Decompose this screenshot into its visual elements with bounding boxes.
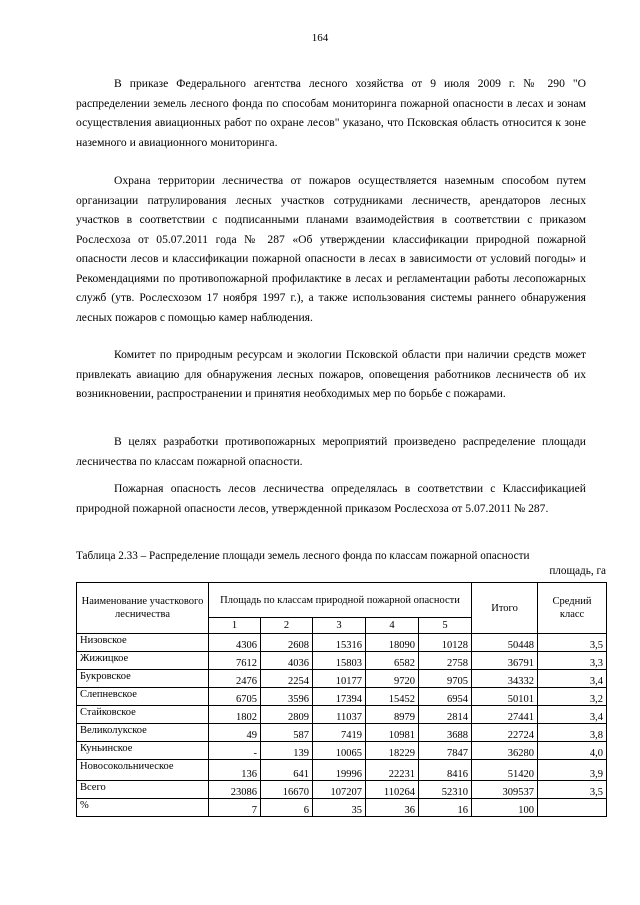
table-row xyxy=(77,706,607,724)
cell-class-3: 35 xyxy=(313,799,366,817)
table-row xyxy=(77,688,607,706)
cell-name: Великолукское xyxy=(77,724,209,742)
cell-class-4: 9720 xyxy=(366,670,419,688)
header-class-5: 5 xyxy=(419,618,472,634)
cell-class-1: 7 xyxy=(209,799,261,817)
cell-class-5: 8416 xyxy=(419,760,472,781)
cell-class-1: 7612 xyxy=(209,652,261,670)
header-class-4: 4 xyxy=(366,618,419,634)
cell-class-5: 52310 xyxy=(419,781,472,799)
cell-name: Букровское xyxy=(77,670,209,688)
cell-class-4: 22231 xyxy=(366,760,419,781)
cell-class-2: 641 xyxy=(261,760,313,781)
cell-class-1: 6705 xyxy=(209,688,261,706)
cell-class-4: 8979 xyxy=(366,706,419,724)
cell-class-1: 23086 xyxy=(209,781,261,799)
cell-class-2: 139 xyxy=(261,742,313,760)
cell-total: 309537 xyxy=(472,781,538,799)
table-row xyxy=(77,670,607,688)
cell-avg: 3,2 xyxy=(538,688,607,706)
table-row xyxy=(77,742,607,760)
header-class-2: 2 xyxy=(261,618,313,634)
cell-class-2: 2809 xyxy=(261,706,313,724)
cell-class-3: 15316 xyxy=(313,634,366,652)
cell-class-5: 6954 xyxy=(419,688,472,706)
cell-class-1: 1802 xyxy=(209,706,261,724)
table-row xyxy=(77,634,607,652)
cell-class-4: 15452 xyxy=(366,688,419,706)
paragraph-3: Комитет по природным ресурсам и экологии Псковской области при наличии средств может привлекать авиацию для обнаружения лесных пожаров, оповещения работников лесничеств об их возникновении, распространении и принятия необходимых мер по борьбе с пожарами. xyxy=(76,348,586,400)
cell-class-3: 10177 xyxy=(313,670,366,688)
table-row xyxy=(77,652,607,670)
paragraph-5: Пожарная опасность лесов лесничества определялась в соответствии с Классификацией природной пожарной опасности лесов, утвержденной приказом Рослесхоза от 5.07.2011 № 287. xyxy=(76,482,586,515)
page-number: 164 xyxy=(311,32,329,44)
header-total: Итого xyxy=(472,583,538,634)
cell-avg: 3,4 xyxy=(538,706,607,724)
paragraph-1: В приказе Федерального агентства лесного хозяйства от 9 июля 2009 г. № 290 "О распределении земель лесного фонда по способам мониторинга пожарной опасности в лесах и зонам осуществления авиационных работ по охране лесов" указано, что Псковская область относится к зоне наземного и авиационного мониторинга. xyxy=(76,77,586,149)
cell-avg: 3,9 xyxy=(538,760,607,781)
cell-name: Слепневское xyxy=(77,688,209,706)
cell-total: 50101 xyxy=(472,688,538,706)
cell-class-4: 10981 xyxy=(366,724,419,742)
cell-class-4: 110264 xyxy=(366,781,419,799)
cell-class-2: 2254 xyxy=(261,670,313,688)
cell-total: 36280 xyxy=(472,742,538,760)
table-row xyxy=(77,760,607,781)
cell-total: 36791 xyxy=(472,652,538,670)
cell-class-4: 18090 xyxy=(366,634,419,652)
cell-class-1: - xyxy=(209,742,261,760)
header-class-1: 1 xyxy=(209,618,261,634)
cell-class-5: 2758 xyxy=(419,652,472,670)
header-area-group: Площадь по классам природной пожарной опасности xyxy=(209,583,472,618)
cell-class-1: 4306 xyxy=(209,634,261,652)
paragraph-2: Охрана территории лесничества от пожаров осуществляется наземным способом путем организации патрулирования лесных участков сотрудниками лесничеств, арендаторов лесных участков в соответствии с подписанными планами взаимодействия в соответствии с приказом Рослесхоза от 05.07.2011 года № 287 «Об утверждении классификации природной пожарной опасности лесов и классификации пожарной опасности в лесах в зависимости от условий погоды» и Рекомендациями по противопожарной профилактике в лесах и регламентации работы лесопожарных служб (утв. Рослесхозом 17 ноября 1997 г.), а также использования системы раннего обнаружения лесных пожаров с помощью камер наблюдения. xyxy=(76,174,586,324)
cell-class-3: 17394 xyxy=(313,688,366,706)
cell-class-2: 6 xyxy=(261,799,313,817)
cell-total: 100 xyxy=(472,799,538,817)
cell-name: % xyxy=(77,799,209,817)
cell-name: Всего xyxy=(77,781,209,799)
cell-class-2: 3596 xyxy=(261,688,313,706)
cell-total: 34332 xyxy=(472,670,538,688)
header-class-3: 3 xyxy=(313,618,366,634)
cell-class-4: 6582 xyxy=(366,652,419,670)
cell-class-1: 49 xyxy=(209,724,261,742)
cell-total: 22724 xyxy=(472,724,538,742)
cell-class-3: 19996 xyxy=(313,760,366,781)
header-avg-class: Средний класс xyxy=(538,583,607,634)
cell-name: Новосокольническое xyxy=(77,760,209,781)
cell-class-5: 9705 xyxy=(419,670,472,688)
cell-avg: 3,3 xyxy=(538,652,607,670)
table-row xyxy=(77,799,607,817)
table-caption: Таблица 2.33 – Распределение площади земель лесного фонда по классам пожарной опасности xyxy=(76,550,530,562)
header-name: Наименование участкового лесничества xyxy=(77,583,209,634)
paragraph-4: В целях разработки противопожарных мероприятий произведено распределение площади лесничества по классам пожарной опасности. xyxy=(76,435,586,468)
cell-total: 50448 xyxy=(472,634,538,652)
cell-class-3: 107207 xyxy=(313,781,366,799)
cell-avg: 3,4 xyxy=(538,670,607,688)
cell-class-5: 16 xyxy=(419,799,472,817)
cell-class-2: 587 xyxy=(261,724,313,742)
fire-danger-table xyxy=(76,582,607,817)
cell-total: 27441 xyxy=(472,706,538,724)
table-unit: площадь, га xyxy=(549,565,606,577)
cell-class-2: 2608 xyxy=(261,634,313,652)
cell-class-1: 2476 xyxy=(209,670,261,688)
cell-class-1: 136 xyxy=(209,760,261,781)
cell-name: Низовское xyxy=(77,634,209,652)
cell-avg xyxy=(538,799,607,817)
cell-class-5: 7847 xyxy=(419,742,472,760)
cell-class-3: 7419 xyxy=(313,724,366,742)
cell-avg: 3,5 xyxy=(538,781,607,799)
cell-class-2: 4036 xyxy=(261,652,313,670)
cell-class-4: 18229 xyxy=(366,742,419,760)
cell-class-4: 36 xyxy=(366,799,419,817)
cell-class-2: 16670 xyxy=(261,781,313,799)
cell-class-3: 15803 xyxy=(313,652,366,670)
cell-avg: 3,5 xyxy=(538,634,607,652)
cell-total: 51420 xyxy=(472,760,538,781)
cell-name: Жижицкое xyxy=(77,652,209,670)
cell-class-3: 10065 xyxy=(313,742,366,760)
table-row xyxy=(77,781,607,799)
cell-name: Куньинское xyxy=(77,742,209,760)
cell-class-5: 10128 xyxy=(419,634,472,652)
table-row xyxy=(77,724,607,742)
cell-class-3: 11037 xyxy=(313,706,366,724)
cell-avg: 3,8 xyxy=(538,724,607,742)
cell-class-5: 2814 xyxy=(419,706,472,724)
cell-class-5: 3688 xyxy=(419,724,472,742)
cell-avg: 4,0 xyxy=(538,742,607,760)
cell-name: Стайковское xyxy=(77,706,209,724)
